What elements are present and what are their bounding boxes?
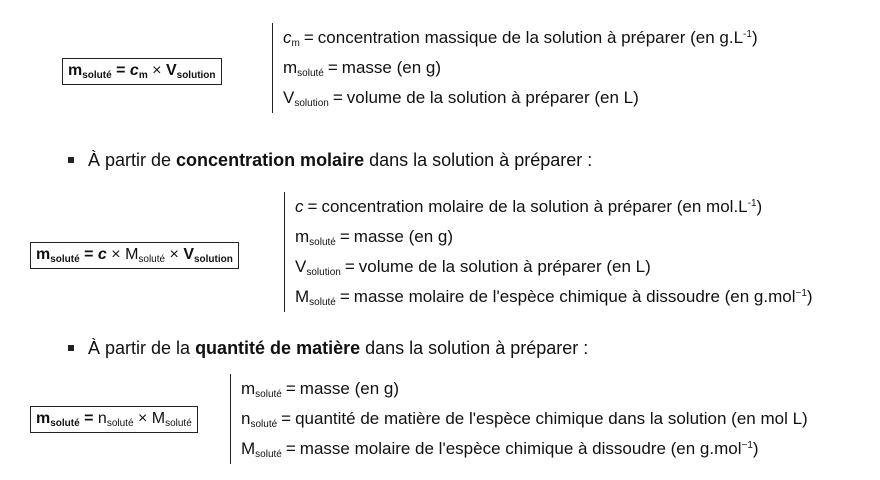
definition-m-solute: $m_{soluté}$ = masse (en g) <box>295 227 453 248</box>
definition-v-solution: $V_{solution}$ = volume de la solution à préparer (en L) <box>295 257 651 278</box>
bullet-icon <box>68 157 74 163</box>
definition-n-solute: $n_{soluté}$ = quantité de matière de l'espèce chimique dans la solution (en mol L) <box>241 409 808 430</box>
definition-v-solution: $V_{solution}$ = volume de la solution à préparer (en L) <box>283 88 639 109</box>
definition-m-solute: $m_{soluté}$ = masse (en g) <box>241 379 399 400</box>
definitions-list-3 <box>230 374 808 464</box>
formula-box-mass-concentration: $m_{soluté} = c_m \times V_{solution}$ <box>62 58 222 85</box>
definition-c: c = concentration molaire de la solution à préparer (en $mol.L^{-1}$) <box>295 197 763 216</box>
definitions-list-1 <box>272 23 758 113</box>
heading-concentration-molaire: À partir de concentration molaire dans la solution à préparer : <box>68 150 592 171</box>
definition-molar-mass: $M_{soluté}$ = masse molaire de l'espèce chimique à dissoudre (en g.mol$^{-1}$) <box>241 439 759 460</box>
definition-molar-mass: $M_{soluté}$ = masse molaire de l'espèce chimique à dissoudre (en g.mol$^{-1}$) <box>295 287 813 308</box>
heading-quantite-matiere: À partir de la quantité de matière dans la solution à préparer : <box>68 338 588 359</box>
definitions-list-2 <box>284 192 813 312</box>
definition-cm: $c_m$ = concentration massique de la solution à préparer (en $g.L^{-1}$) <box>283 28 758 49</box>
definition-m-solute: $m_{soluté}$ = masse (en g) <box>283 58 441 79</box>
formula-box-quantity: $m_{soluté} = n_{soluté} \times M_{soluté}$ <box>30 406 198 433</box>
bullet-icon <box>68 345 74 351</box>
formula-box-molar-concentration: $m_{soluté} = c \times M_{soluté} \times V_{solution}$ <box>30 242 239 269</box>
